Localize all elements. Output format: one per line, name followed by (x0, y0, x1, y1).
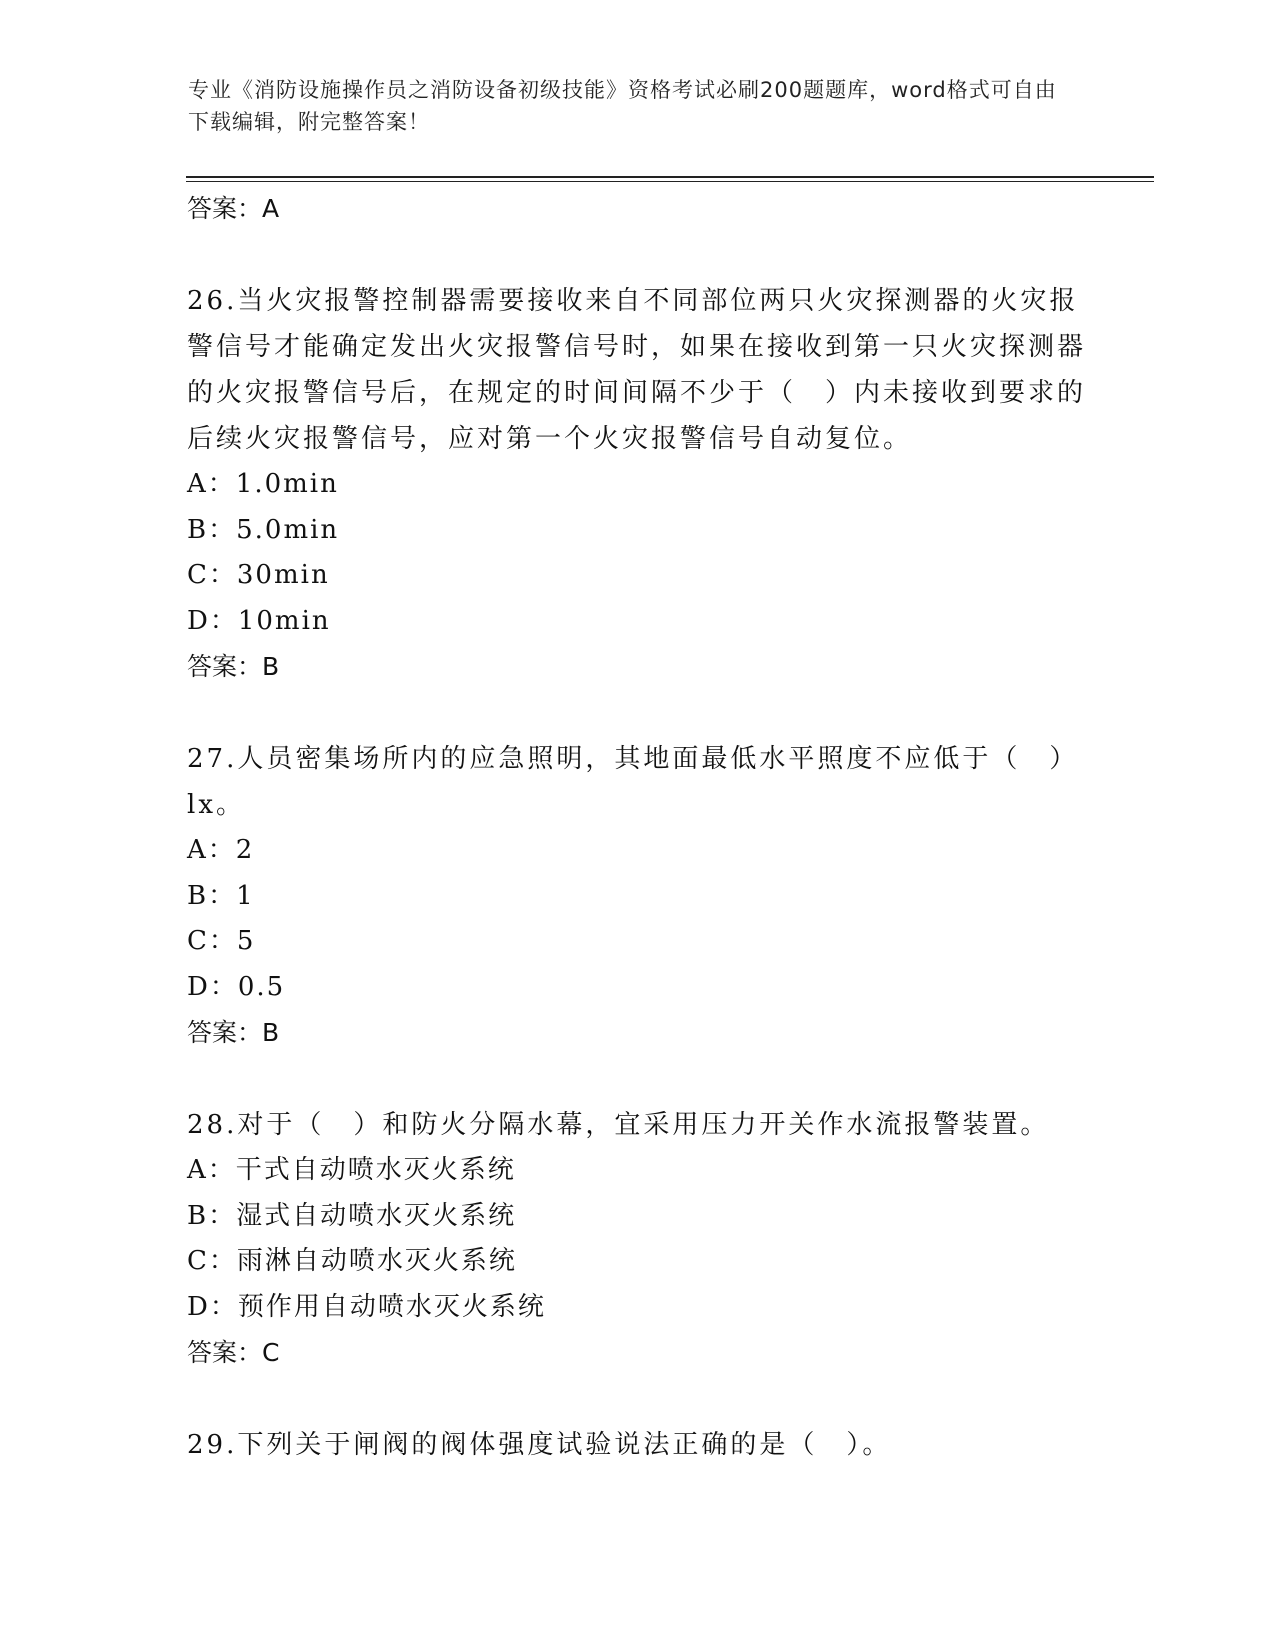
spacer (187, 1056, 1087, 1102)
document-header: 专业《消防设施操作员之消防设备初级技能》资格考试必刷200题题库，word格式可自由下载编辑，附完整答案！ (188, 78, 1057, 134)
option-c: C：5 (187, 926, 256, 956)
document-body (187, 186, 1087, 1468)
option-b: B：1 (187, 880, 255, 911)
question-text: 27.人员密集场所内的应急照明，其地面最低水平照度不应低于（ ）lx。 (187, 744, 1079, 820)
option-b: B：湿式自动喷水灭火系统 (187, 1200, 517, 1231)
spacer (187, 232, 1087, 278)
option-c: C：30min (187, 560, 330, 590)
header-rule-thick (186, 176, 1154, 178)
option-a: A：1.0min (187, 469, 339, 499)
option-a: A：2 (187, 835, 255, 865)
option-d: D：10min (187, 605, 331, 636)
option-d: D：0.5 (187, 971, 286, 1002)
option-c: C：雨淋自动喷水灭火系统 (187, 1246, 517, 1276)
answer-line: 答案：B (187, 652, 280, 681)
option-d: D：预作用自动喷水灭火系统 (187, 1291, 546, 1322)
answer-line: 答案：B (187, 1018, 280, 1047)
question-text: 26.当火灾报警控制器需要接收来自不同部位两只火灾探测器的火灾报警信号才能确定发出火灾报警信号时，如果在接收到第一只火灾探测器的火灾报警信号后，在规定的时间间隔不少于（ ）内未接收到要求的后续火灾报警信号，应对第一个火灾报警信号自动复位。 (187, 286, 1087, 454)
question-text: 28.对于（ ）和防火分隔水幕，宜采用压力开关作水流报警装置。 (187, 1110, 1050, 1140)
spacer (187, 690, 1087, 736)
option-a: A：干式自动喷水灭火系统 (187, 1155, 516, 1185)
answer-line: 答案：A (187, 194, 280, 223)
header-rule-thin (186, 181, 1154, 182)
question-text: 29.下列关于闸阀的阀体强度试验说法正确的是（ ）。 (187, 1430, 892, 1460)
spacer (187, 1376, 1087, 1422)
answer-line: 答案：C (187, 1338, 280, 1367)
option-b: B：5.0min (187, 514, 340, 545)
